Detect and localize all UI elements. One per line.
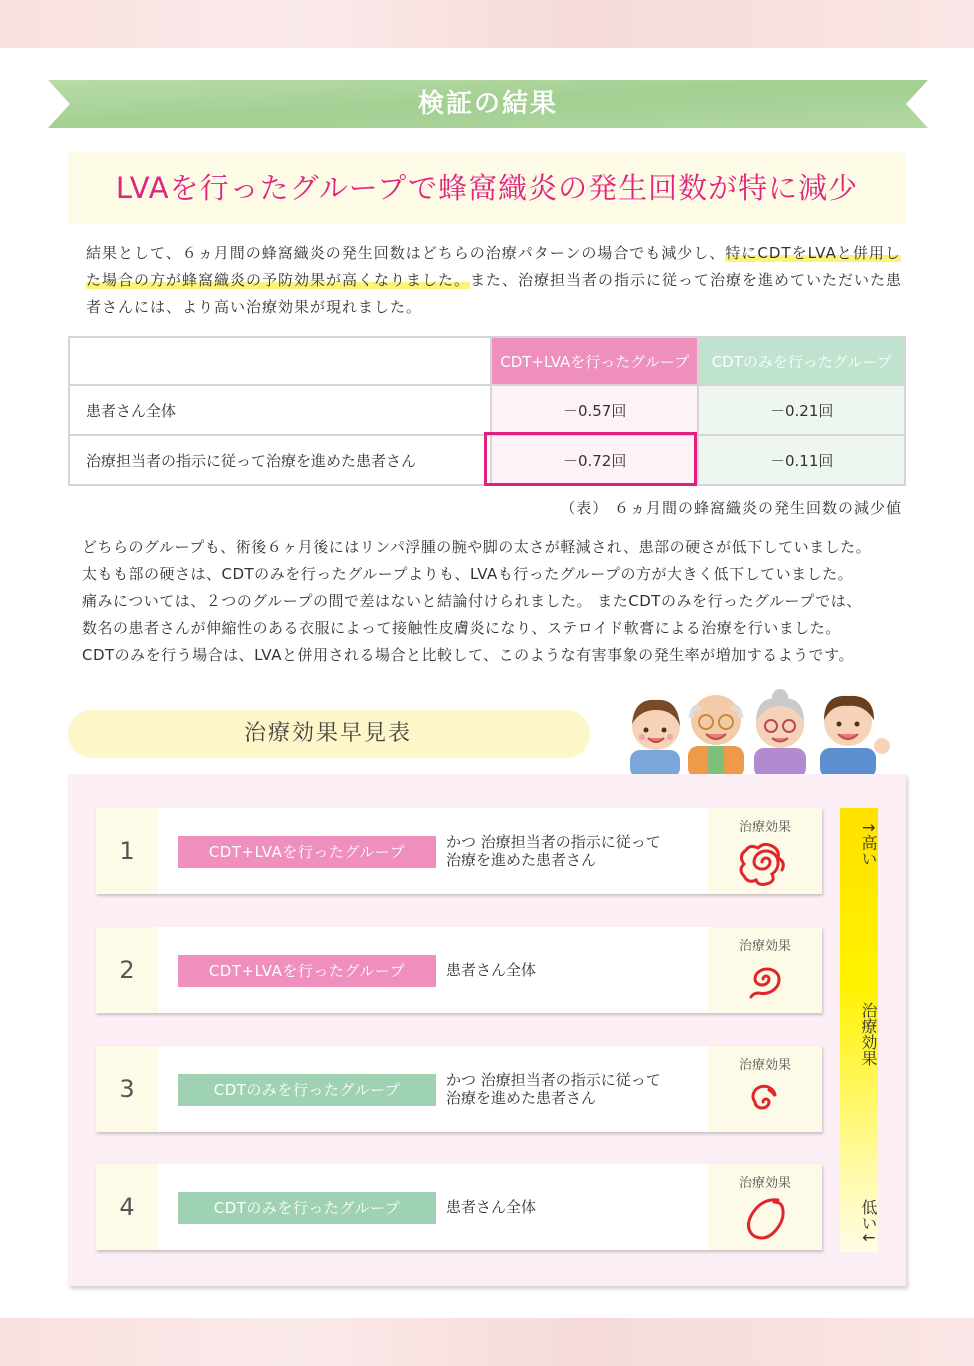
chart-title: 治療効果早見表 (243, 721, 412, 746)
group-label: CDTのみを行ったグループ (178, 1074, 436, 1106)
effect-box (708, 808, 822, 894)
headline-box (68, 152, 906, 224)
cell-cdt-only: －0.11回 (698, 435, 905, 485)
table-header-cdt-only: CDTのみを行ったグループ (698, 337, 905, 385)
effect-label: 治療効果 (738, 1058, 791, 1073)
body-line: 数名の患者さんが伸縮性のある衣服によって接触性皮膚炎になり、ステロイド軟膏による治療を行いました。 (82, 619, 841, 637)
effect-box (708, 1164, 822, 1250)
highlight-frame (484, 432, 697, 486)
hanamaru-large-icon (738, 836, 794, 888)
headline: LVAを行ったグループで蜂窩織炎の発生回数が特に減少 (115, 171, 859, 205)
man-illustration (820, 696, 890, 778)
intro-highlight: 特にCDTをLVAと併用した場合の方が蜂窩織炎の予防効果が高くなりました。 (86, 244, 901, 289)
body-line: 痛みについては、２つのグループの間で差はないと結論付けられました。 またCDTのみを行ったグループでは、 (82, 592, 862, 610)
group-label: CDT+LVAを行ったグループ (178, 955, 436, 987)
intro-text-1: 結果として、６ヵ月間の蜂窩織炎の発生回数はどちらの治療パターンの場合でも減少し、 (86, 244, 726, 262)
table-header-row (69, 337, 905, 385)
intro-paragraph (86, 240, 906, 321)
effect-label: 治療効果 (738, 939, 791, 954)
cell-cdt-lva: －0.72回 (491, 435, 698, 485)
circle-mark-icon (738, 1192, 794, 1244)
condition-text: かつ 治療担当者の指示に従って 治療を進めた患者さん (446, 1071, 661, 1107)
cell-cdt-lva: －0.57回 (491, 385, 698, 435)
group-label: CDT+LVAを行ったグループ (178, 836, 436, 868)
scale-low-label: 低い↓ (859, 1199, 878, 1245)
rank-number: 2 (96, 927, 158, 1013)
scale-high-label: ↑高い (859, 821, 878, 867)
section-title: 検証の結果 (417, 89, 558, 119)
table-row (69, 385, 905, 435)
row-label: 患者さん全体 (69, 385, 491, 435)
spiral-small-icon (738, 1074, 794, 1126)
cell-cdt-only: －0.21回 (698, 385, 905, 435)
woman-illustration (630, 700, 680, 778)
condition-text: 患者さん全体 (446, 961, 537, 979)
effect-scale-bar (840, 808, 878, 1252)
group-label: CDTのみを行ったグループ (178, 1192, 436, 1224)
body-line: CDTのみを行う場合は、LVAと併用される場合と比較して、このような有害事象の発生率が増加するようです。 (82, 646, 854, 664)
grandfather-illustration (688, 695, 744, 778)
grandmother-illustration (754, 689, 806, 778)
effect-box (708, 1046, 822, 1132)
section-ribbon (48, 80, 928, 128)
rank-card-4 (96, 1164, 822, 1250)
body-paragraph (82, 534, 912, 669)
body-line: 太もも部の硬さは、CDTのみを行ったグループよりも、LVAも行ったグループの方が大きく低下していました。 (82, 565, 854, 583)
scale-middle-label: 治療効果 (859, 1002, 878, 1066)
effect-label: 治療効果 (738, 1176, 791, 1191)
chart-title-pill (68, 710, 590, 758)
rank-card-3 (96, 1046, 822, 1132)
table-caption: （表） ６ヵ月間の蜂窩織炎の発生回数の減少値 (560, 499, 902, 517)
row-label: 治療担当者の指示に従って治療を進めた患者さん (69, 435, 491, 485)
effect-label: 治療効果 (738, 820, 791, 835)
bottom-decorative-band (0, 1318, 974, 1366)
rank-number: 4 (96, 1164, 158, 1250)
condition-text: かつ 治療担当者の指示に従って 治療を進めた患者さん (446, 833, 661, 869)
rank-number: 3 (96, 1046, 158, 1132)
table-header-cdt-lva: CDT+LVAを行ったグループ (491, 337, 698, 385)
condition-text: 患者さん全体 (446, 1198, 537, 1216)
people-illustration (620, 688, 894, 778)
rank-number: 1 (96, 808, 158, 894)
top-decorative-band (0, 0, 974, 48)
body-line: どちらのグループも、術後６ヶ月後にはリンパ浮腫の腕や脚の太さが軽減され、患部の硬さが低下していました。 (82, 538, 872, 556)
rank-card-1 (96, 808, 822, 894)
table-header-empty (69, 337, 491, 385)
intro-text-2: また、治療担当者の指示に従って治療を進めていただいた患者さんには、より高い治療効果が現れました。 (86, 271, 903, 316)
spiral-medium-icon (738, 955, 794, 1007)
rank-card-2 (96, 927, 822, 1013)
effect-box (708, 927, 822, 1013)
